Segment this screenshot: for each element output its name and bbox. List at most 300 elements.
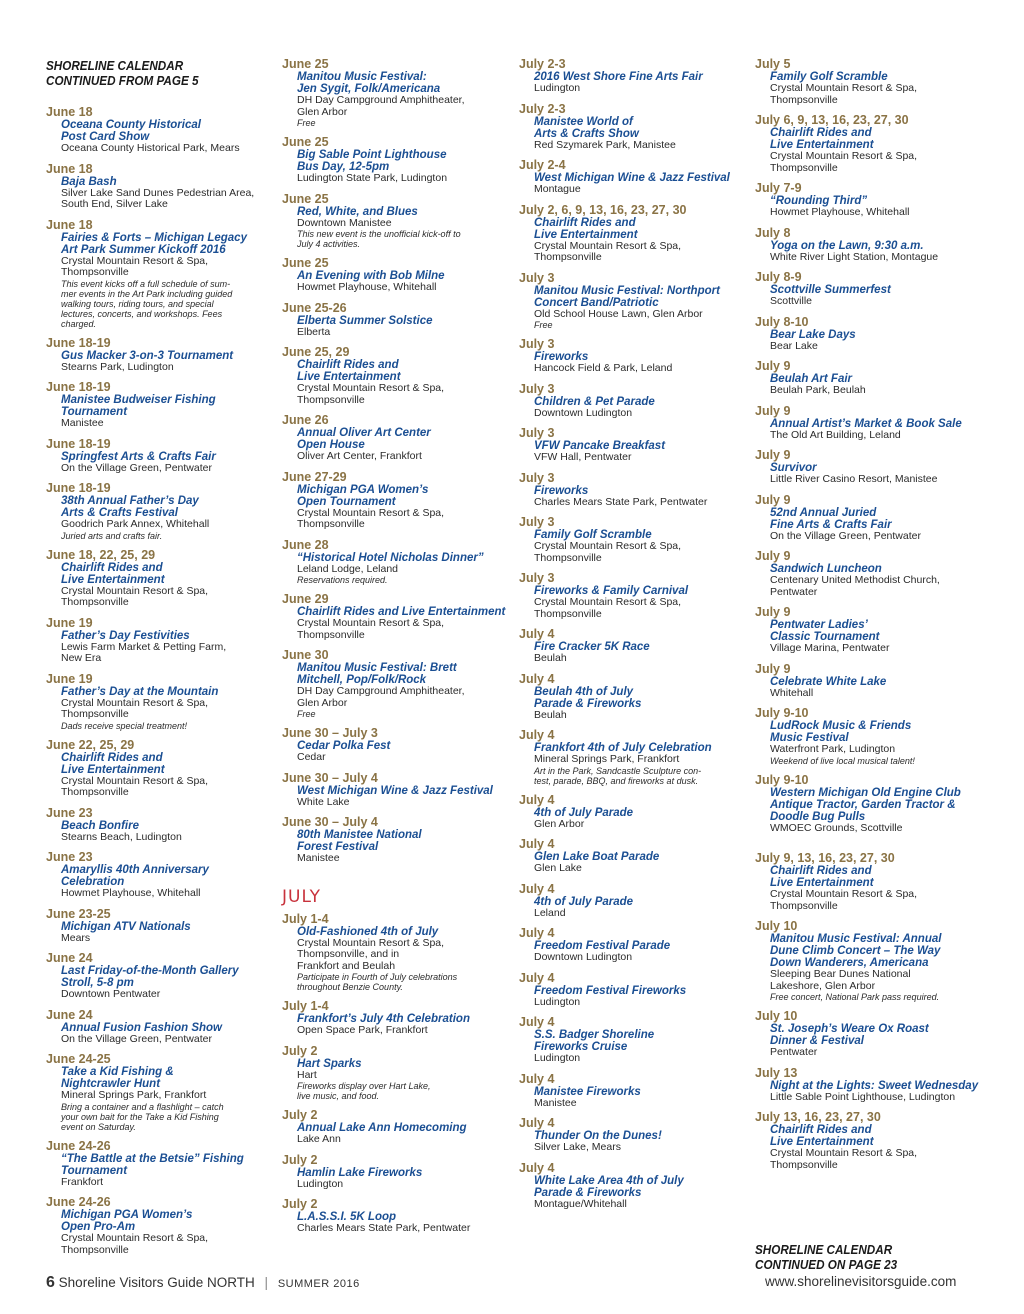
- event-date: June 18-19: [46, 436, 111, 451]
- calendar-event: [282, 346, 508, 406]
- calendar-event: [282, 136, 508, 185]
- page-number: 6: [46, 1274, 55, 1291]
- event-date: July 4: [519, 970, 555, 985]
- event-date: July 4: [519, 728, 555, 742]
- event-title: 4th of July Parade: [534, 895, 634, 908]
- event-note: Juried arts and crafts fair.: [61, 530, 163, 541]
- event-date: June 19: [46, 615, 93, 630]
- event-location: Mears: [61, 931, 91, 944]
- event-date: June 25, 29: [282, 345, 350, 359]
- event-location: Crystal Mountain Resort & Spa, Thompsonville: [534, 540, 682, 564]
- event-note: Free concert, National Park pass required.: [770, 992, 940, 1002]
- calendar-event: [755, 449, 985, 486]
- event-location: Stearns Park, Ludington: [61, 360, 174, 373]
- event-title: Western Michigan Old Engine Club Antique Tractor, Garden Tractor & Doodle Bug Pulls: [770, 786, 961, 823]
- event-date: July 3: [519, 381, 555, 396]
- event-location: Crystal Mountain Resort & Spa, Thompsonville: [297, 617, 445, 641]
- event-date: July 2-3: [519, 57, 566, 71]
- calendar-event: [46, 219, 268, 329]
- event-location: Red Szymarek Park, Manistee: [534, 138, 676, 151]
- event-location: Crystal Mountain Resort & Spa, Thompsonville: [61, 584, 209, 608]
- event-location: Little River Casino Resort, Manistee: [770, 473, 938, 485]
- event-date: July 4: [519, 881, 555, 896]
- calendar-event: [755, 852, 985, 912]
- event-date: July 3: [519, 571, 555, 585]
- event-date: June 24-25: [46, 1052, 111, 1066]
- event-location: Lewis Farm Market & Petting Farm, New Era: [61, 640, 227, 664]
- event-date: June 26: [282, 413, 329, 427]
- event-location: Downtown Manistee: [297, 216, 392, 229]
- website-link[interactable]: www.shorelinevisitorsguide.com: [765, 1274, 957, 1289]
- event-title: 80th Manistee National Forest Festival: [297, 829, 422, 853]
- event-location: Crystal Mountain Resort & Spa, Thompsonville: [61, 254, 209, 278]
- event-title: Fire Cracker 5K Race: [534, 641, 650, 653]
- event-date: July 8-9: [755, 270, 802, 284]
- event-date: July 9-10: [755, 772, 809, 787]
- event-date: July 3: [519, 337, 555, 351]
- event-title: Manitou Music Festival: Annual Dune Climb Concert – The Way Down Wanderers, Americana: [770, 933, 942, 969]
- event-title: 2016 West Shore Fine Arts Fair: [534, 71, 703, 83]
- event-title: Beulah 4th of July Parade & Fireworks: [534, 685, 642, 710]
- event-date: July 9: [755, 492, 791, 507]
- calendar-event: [282, 593, 508, 641]
- event-location: Centenary United Methodist Church, Pentwater: [770, 574, 940, 598]
- event-location: Goodrich Park Annex, Whitehall: [61, 518, 210, 530]
- event-date: July 6, 9, 13, 16, 23, 27, 30: [755, 113, 909, 127]
- event-date: June 18: [46, 105, 93, 119]
- event-title: Fireworks: [534, 351, 589, 363]
- event-title: Annual Oliver Art Center Open House: [297, 427, 431, 451]
- event-title: Freedom Festival Parade: [534, 940, 671, 952]
- calendar-column-4: [755, 58, 985, 1179]
- event-title: Annual Lake Ann Homecoming: [297, 1122, 467, 1134]
- event-location: Village Marina, Pentwater: [770, 642, 890, 654]
- event-title: Manistee Fireworks: [534, 1085, 641, 1098]
- event-location: Charles Mears State Park, Pentwater: [534, 495, 708, 508]
- calendar-event: [519, 729, 747, 786]
- event-location: Crystal Mountain Resort & Spa, Thompsonville: [770, 1147, 918, 1171]
- event-title: Father’s Day Festivities: [61, 629, 190, 642]
- event-date: June 28: [282, 537, 329, 552]
- event-title: Chairlift Rides and Live Entertainment: [770, 127, 874, 151]
- calendar-event: [46, 1053, 268, 1132]
- calendar-event: [519, 338, 747, 375]
- event-date: July 10: [755, 919, 798, 933]
- event-location: Sleeping Bear Dunes National Lakeshore, Glen Arbor: [770, 968, 911, 992]
- event-title: Manistee Budweiser Fishing Tournament: [61, 394, 216, 418]
- event-location: Crystal Mountain Resort & Spa, Thompsonville: [770, 150, 918, 174]
- event-date: July 2: [282, 1152, 318, 1167]
- event-date: July 4: [519, 1160, 555, 1175]
- calendar-event: [46, 549, 268, 609]
- calendar-event: [46, 807, 268, 844]
- event-date: June 18-19: [46, 481, 111, 495]
- event-date: July 1-4: [282, 999, 329, 1013]
- event-date: July 4: [519, 1071, 555, 1086]
- calendar-event: [755, 271, 985, 308]
- calendar-column-2: [282, 58, 508, 1243]
- event-title: Fireworks: [534, 484, 589, 497]
- calendar-event: [755, 114, 985, 174]
- event-location: Oceana County Historical Park, Mears: [61, 142, 240, 154]
- event-date: June 18, 22, 25, 29: [46, 547, 156, 562]
- event-title: Celebrate White Lake: [770, 675, 887, 688]
- event-title: Chairlift Rides and Live Entertainment: [534, 216, 638, 241]
- calendar-event: [519, 1073, 747, 1110]
- calendar-event: [282, 58, 508, 128]
- event-location: Beulah: [534, 708, 567, 721]
- calendar-event: [755, 405, 985, 442]
- calendar-event: [755, 663, 985, 700]
- footer-separator: |: [264, 1275, 269, 1290]
- event-location: Crystal Mountain Resort & Spa, Thompsonville: [770, 82, 918, 106]
- event-location: Cedar: [297, 751, 326, 763]
- event-title: Yoga on the Lawn, 9:30 a.m.: [770, 239, 924, 252]
- event-date: July 4: [519, 627, 555, 641]
- event-title: Pentwater Ladies’ Classic Tournament: [770, 619, 880, 643]
- calendar-event: [282, 257, 508, 294]
- event-date: June 23: [46, 850, 93, 864]
- event-location: Crystal Mountain Resort & Spa, Thompsonville: [297, 382, 445, 406]
- calendar-event: [519, 673, 747, 722]
- event-location: Oliver Art Center, Frankfort: [297, 450, 422, 462]
- event-date: July 4: [519, 671, 555, 686]
- event-date: July 2: [282, 1043, 318, 1058]
- event-date: June 29: [282, 592, 329, 606]
- calendar-event: [755, 182, 985, 219]
- event-location: Glen Arbor: [534, 817, 585, 830]
- page-footer-left: [46, 1274, 360, 1292]
- event-date: June 25: [282, 57, 329, 71]
- event-location: On the Village Green, Pentwater: [61, 461, 212, 474]
- event-date: June 18-19: [46, 335, 111, 350]
- calendar-event: [519, 103, 747, 152]
- event-title: Beach Bonfire: [61, 819, 139, 832]
- event-location: Old School House Lawn, Glen Arbor: [534, 307, 703, 320]
- calendar-event: [46, 163, 268, 211]
- calendar-event: [755, 360, 985, 397]
- calendar-event: [519, 838, 747, 875]
- calendar-event: [755, 1010, 985, 1059]
- event-title: Bear Lake Days: [770, 328, 856, 341]
- event-title: Cedar Polka Fest: [297, 740, 391, 752]
- event-title: Survivor: [770, 462, 817, 474]
- event-title: Chairlift Rides and Live Entertainment: [770, 1124, 874, 1148]
- calendar-event: [755, 494, 985, 543]
- event-note: Free: [534, 320, 553, 330]
- event-date: June 27-29: [282, 469, 347, 484]
- event-location: Howmet Playhouse, Whitehall: [61, 887, 201, 899]
- event-title: Hamlin Lake Fireworks: [297, 1166, 423, 1179]
- event-location: DH Day Campground Amphitheater, Glen Arbor: [297, 94, 465, 118]
- calendar-event: [755, 316, 985, 353]
- event-location: WMOEC Grounds, Scottville: [770, 821, 903, 834]
- event-title: Manistee World of Arts & Crafts Show: [534, 115, 639, 140]
- publication-name: Shoreline Visitors Guide NORTH: [58, 1275, 255, 1290]
- event-date: June 18: [46, 217, 93, 232]
- event-date: July 9: [755, 403, 791, 418]
- calendar-event: [46, 851, 268, 900]
- calendar-event: [519, 272, 747, 331]
- calendar-event: [46, 106, 268, 155]
- calendar-event: [755, 1111, 985, 1171]
- event-title: Baja Bash: [61, 175, 117, 188]
- event-title: Gus Macker 3-on-3 Tournament: [61, 349, 234, 362]
- event-date: June 30 – July 3: [282, 726, 378, 740]
- event-date: July 8-10: [755, 314, 809, 329]
- event-title: Elberta Summer Solstice: [297, 314, 433, 327]
- event-location: Montague/Whitehall: [534, 1197, 627, 1210]
- event-location: Manistee: [534, 1096, 577, 1109]
- calendar-event: [46, 1196, 268, 1256]
- event-date: July 4: [519, 792, 555, 807]
- event-title: Chairlift Rides and Live Entertainment: [297, 359, 401, 383]
- event-location: Beulah Park, Beulah: [770, 384, 866, 396]
- calendar-event: [282, 302, 508, 339]
- event-title: VFW Pancake Breakfast: [534, 440, 666, 452]
- event-title: St. Joseph’s Weare Ox Roast Dinner & Festival: [770, 1023, 929, 1047]
- event-location: Crystal Mountain Resort & Spa, Thompsonville: [534, 596, 682, 620]
- event-date: June 25-26: [282, 300, 347, 315]
- event-title: Manitou Music Festival: Jen Sygit, Folk/Americana: [297, 71, 441, 95]
- event-title: Big Sable Point Lighthouse Bus Day, 12-5pm: [297, 149, 447, 173]
- calendar-event: [755, 227, 985, 264]
- event-location: Ludington State Park, Ludington: [297, 172, 448, 184]
- event-title: Thunder On the Dunes!: [534, 1130, 662, 1142]
- event-note: Weekend of live local musical talent!: [770, 755, 915, 766]
- calendar-event: [46, 673, 268, 731]
- event-date: July 9: [755, 661, 791, 676]
- event-title: Chairlift Rides and Live Entertainment: [61, 561, 165, 586]
- event-date: July 3: [519, 270, 555, 285]
- calendar-column-1: [46, 58, 268, 1264]
- event-location: Hart: [297, 1068, 317, 1081]
- event-title: Fairies & Forts – Michigan Legacy Art Park Summer Kickoff 2016: [61, 231, 247, 256]
- event-location: Crystal Mountain Resort & Spa, Thompsonville: [770, 888, 918, 912]
- calendar-event: [46, 1009, 268, 1046]
- event-date: July 2: [282, 1197, 318, 1211]
- event-location: Crystal Mountain Resort & Spa, Thompsonville: [61, 1232, 209, 1256]
- event-title: LudRock Music & Friends Music Festival: [770, 720, 912, 744]
- event-title: Scottville Summerfest: [770, 284, 891, 296]
- event-date: June 25: [282, 256, 329, 270]
- event-date: June 24-26: [46, 1138, 111, 1153]
- event-date: June 23: [46, 805, 93, 820]
- event-location: On the Village Green, Pentwater: [770, 529, 921, 542]
- calendar-event: [46, 438, 268, 475]
- event-location: Charles Mears State Park, Pentwater: [297, 1222, 471, 1234]
- event-date: June 30 – July 4: [282, 770, 378, 785]
- event-location: The Old Art Building, Leland: [770, 428, 901, 441]
- event-title: Manitou Music Festival: Northport Concert Band/Patriotic: [534, 284, 720, 309]
- event-note: Participate in Fourth of July celebrations throughout Benzie County.: [297, 972, 458, 992]
- calendar-event: [519, 58, 747, 95]
- event-title: An Evening with Bob Milne: [297, 270, 445, 282]
- event-title: Oceana County Historical Post Card Show: [61, 119, 201, 143]
- event-title: Amaryllis 40th Anniversary Celebration: [61, 864, 209, 888]
- event-date: July 3: [519, 426, 555, 440]
- calendar-event: [755, 58, 985, 106]
- event-date: June 25: [282, 191, 329, 206]
- event-location: Beulah: [534, 652, 567, 664]
- event-title: 38th Annual Father’s Day Arts & Crafts Festival: [61, 495, 199, 519]
- calendar-column-3: [519, 58, 747, 1218]
- event-note: This event kicks off a full schedule of sum- mer events in the Art Park including guided walking tours, riding tours, and special lectures, concerts, and workshops. Fees charged.: [61, 278, 233, 329]
- calendar-event: [46, 617, 268, 665]
- event-location: Frankfort: [61, 1175, 104, 1188]
- event-date: June 24-26: [46, 1195, 111, 1209]
- calendar-event: [46, 908, 268, 945]
- event-location: Montague: [534, 183, 581, 195]
- calendar-event: [46, 1140, 268, 1189]
- event-title: Annual Fusion Fashion Show: [61, 1021, 222, 1034]
- event-location: Leland: [534, 906, 566, 919]
- calendar-event: [46, 381, 268, 430]
- event-location: Howmet Playhouse, Whitehall: [770, 206, 910, 218]
- event-location: Mineral Springs Park, Frankfort: [61, 1089, 207, 1101]
- event-title: Father’s Day at the Mountain: [61, 685, 219, 698]
- event-title: Chairlift Rides and Live Entertainment: [770, 865, 874, 889]
- calendar-event: [519, 972, 747, 1009]
- event-title: Family Golf Scramble: [534, 529, 652, 541]
- event-location: Whitehall: [770, 686, 814, 699]
- event-date: July 2: [282, 1108, 318, 1122]
- event-location: Silver Lake Sand Dunes Pedestrian Area, South End, Silver Lake: [61, 186, 255, 210]
- event-date: June 24: [46, 951, 93, 965]
- event-location: White Lake: [297, 795, 350, 808]
- event-location: Hancock Field & Park, Leland: [534, 362, 673, 374]
- calendar-event: [519, 159, 747, 196]
- event-note: Bring a container and a flashlight – catch your own bait for the Take a Kid Fishing event on Saturday.: [61, 1101, 224, 1132]
- calendar-event: [519, 883, 747, 920]
- event-location: Crystal Mountain Resort & Spa, Thompsonville, and in Frankfort and Beulah: [297, 936, 445, 972]
- event-date: July 7-9: [755, 181, 802, 195]
- event-date: July 8: [755, 225, 791, 240]
- event-title: Annual Artist’s Market & Book Sale: [770, 417, 962, 430]
- event-date: July 4: [519, 837, 555, 851]
- event-title: Springfest Arts & Crafts Fair: [61, 450, 216, 463]
- event-location: Manistee: [297, 852, 340, 864]
- event-title: Chairlift Rides and Live Entertainment: [297, 606, 506, 618]
- calendar-event: [519, 1016, 747, 1065]
- season-label: SUMMER 2016: [277, 1278, 360, 1290]
- event-title: “Rounding Third”: [770, 195, 868, 207]
- event-title: Glen Lake Boat Parade: [534, 851, 660, 863]
- event-location: On the Village Green, Pentwater: [61, 1032, 212, 1045]
- event-location: Howmet Playhouse, Whitehall: [297, 281, 437, 293]
- event-title: Take a Kid Fishing & Nightcrawler Hunt: [61, 1066, 174, 1090]
- calendar-event: [519, 383, 747, 420]
- event-location: Downtown Ludington: [534, 951, 633, 963]
- calendar-event: [282, 1198, 508, 1235]
- calendar-event: [282, 772, 508, 809]
- calendar-event: [755, 550, 985, 598]
- event-title: L.A.S.S.I. 5K Loop: [297, 1211, 397, 1223]
- event-note: Reservations required.: [297, 575, 388, 585]
- event-title: 52nd Annual Juried Fine Arts & Crafts Fair: [770, 506, 892, 531]
- event-date: July 9, 13, 16, 23, 27, 30: [755, 851, 895, 865]
- event-note: Free: [297, 118, 316, 128]
- event-note: This new event is the unofficial kick-off to July 4 activities.: [297, 229, 461, 249]
- event-location: Ludington: [534, 995, 581, 1008]
- event-date: July 13, 16, 23, 27, 30: [755, 1110, 881, 1124]
- event-date: June 24: [46, 1007, 93, 1022]
- event-title: West Michigan Wine & Jazz Festival: [534, 172, 730, 184]
- calendar-event: [282, 1154, 508, 1191]
- calendar-event: [755, 920, 985, 1002]
- event-location: White River Light Station, Montague: [770, 250, 939, 263]
- event-date: June 23-25: [46, 906, 111, 921]
- calendar-event: [282, 1000, 508, 1037]
- event-title: Michigan PGA Women’s Open Tournament: [297, 483, 429, 508]
- event-note: Fireworks display over Hart Lake, live music, and food.: [297, 1081, 431, 1101]
- event-date: July 9-10: [755, 706, 809, 720]
- calendar-event: [755, 707, 985, 766]
- event-title: Last Friday-of-the-Month Gallery Stroll, 5-8 pm: [61, 965, 239, 989]
- event-title: “Historical Hotel Nicholas Dinner”: [297, 551, 484, 564]
- event-title: West Michigan Wine & Jazz Festival: [297, 784, 493, 797]
- calendar-event: [519, 204, 747, 264]
- event-location: Ludington: [534, 82, 581, 94]
- calendar-event: [519, 927, 747, 964]
- event-title: Sandwich Luncheon: [770, 563, 882, 575]
- event-note: Free: [297, 709, 316, 719]
- event-location: Downtown Ludington: [534, 406, 633, 419]
- event-title: Frankfort’s July 4th Celebration: [297, 1013, 470, 1025]
- event-location: Open Space Park, Frankfort: [297, 1024, 428, 1036]
- event-title: Michigan ATV Nationals: [61, 920, 191, 933]
- calendar-event: [46, 482, 268, 541]
- event-location: Waterfront Park, Ludington: [770, 743, 896, 755]
- month-heading: JULY: [282, 886, 322, 907]
- event-title: Old-Fashioned 4th of July: [297, 925, 439, 938]
- event-location: Crystal Mountain Resort & Spa, Thompsonville: [297, 506, 445, 530]
- event-title: Hart Sparks: [297, 1057, 362, 1070]
- event-date: July 2-4: [519, 158, 566, 172]
- event-title: 4th of July Parade: [534, 806, 634, 819]
- calendar-event: [46, 739, 268, 799]
- event-date: July 9: [755, 359, 791, 373]
- event-title: Manitou Music Festival: Brett Mitchell, Pop/Folk/Rock: [297, 662, 457, 686]
- event-location: VFW Hall, Pentwater: [534, 451, 632, 463]
- event-date: July 3: [519, 470, 555, 485]
- event-location: Ludington: [297, 1177, 344, 1190]
- calendar-event: [519, 516, 747, 564]
- event-date: July 10: [755, 1009, 798, 1023]
- calendar-event: [282, 913, 508, 993]
- event-date: July 1-4: [282, 911, 329, 926]
- calendar-event: [282, 193, 508, 250]
- calendar-event: [282, 816, 508, 865]
- event-title: White Lake Area 4th of July Parade & Fireworks: [534, 1174, 684, 1199]
- event-date: June 25: [282, 135, 329, 149]
- event-date: July 4: [519, 926, 555, 940]
- continued-on-footer: SHORELINE CALENDAR CONTINUED ON PAGE 23: [755, 1242, 898, 1272]
- calendar-event: [519, 472, 747, 509]
- event-date: July 9: [755, 605, 791, 619]
- event-location: Stearns Beach, Ludington: [61, 830, 182, 843]
- calendar-event: [282, 1109, 508, 1146]
- event-date: July 3: [519, 515, 555, 529]
- event-date: July 5: [755, 57, 791, 71]
- event-location: Downtown Pentwater: [61, 988, 161, 1000]
- event-title: “The Battle at the Betsie” Fishing Tournament: [61, 1152, 244, 1177]
- calendar-event: [282, 727, 508, 764]
- calendar-event: [755, 1067, 985, 1104]
- event-date: July 4: [519, 1116, 555, 1130]
- event-title: Night at the Lights: Sweet Wednesday: [770, 1079, 979, 1092]
- event-date: July 13: [755, 1065, 798, 1080]
